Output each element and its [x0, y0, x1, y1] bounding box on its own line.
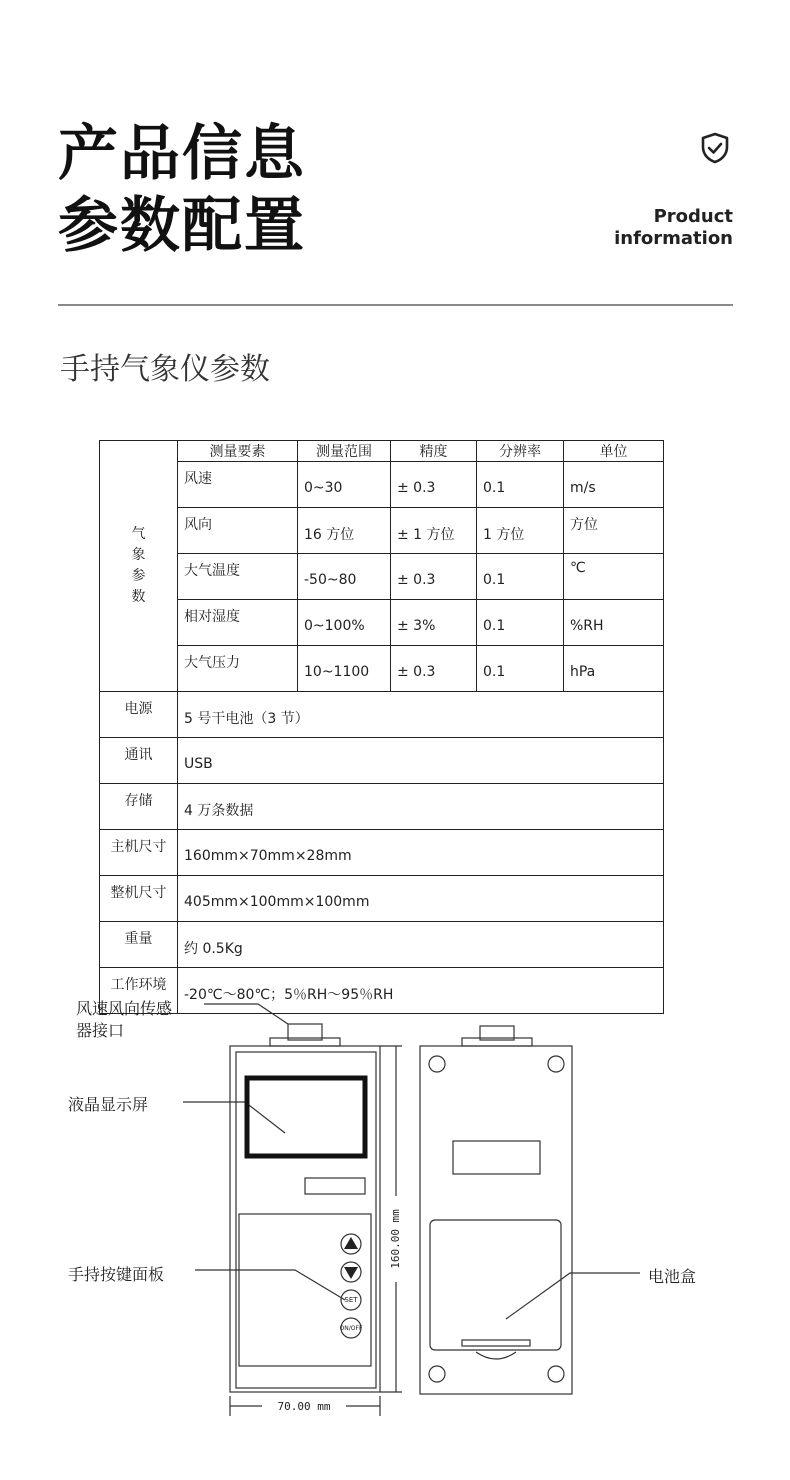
group-label-cell [100, 441, 178, 692]
cell-accuracy: ± 0.3 [391, 646, 477, 692]
cell-accuracy: ± 0.3 [391, 554, 477, 600]
back-view [420, 1026, 572, 1394]
header-range: 测量范围 [298, 441, 391, 462]
spec-value: USB [178, 738, 664, 784]
shield-check-icon [700, 132, 730, 164]
spec-label: 工作环境 [100, 968, 178, 1014]
spec-label: 电源 [100, 692, 178, 738]
spec-value: 405mm×100mm×100mm [178, 876, 664, 922]
height-dimension-label: 160.00 mm [389, 1209, 402, 1269]
spec-value: 约 0.5Kg [178, 922, 664, 968]
page-title [58, 118, 306, 262]
cell-element: 相对湿度 [178, 600, 298, 646]
section-title: 手持气象仪参数 [60, 352, 270, 387]
english-line-2: information [614, 228, 733, 249]
divider [58, 304, 733, 306]
cell-range: -50~80 [298, 554, 391, 600]
group-label-char: 数 [131, 589, 146, 605]
cell-resolution: 0.1 [477, 600, 564, 646]
leader-sensor [204, 1004, 288, 1024]
table-row [100, 508, 664, 554]
spec-row [100, 784, 664, 830]
spec-label: 存储 [100, 784, 178, 830]
cell-accuracy: ± 3% [391, 600, 477, 646]
table-row [100, 600, 664, 646]
label-keypad: 手持按键面板 [68, 1265, 165, 1284]
spec-label: 主机尺寸 [100, 830, 178, 876]
cell-unit: 方位 [564, 508, 664, 554]
group-label-char: 气 [131, 526, 146, 542]
leader-lcd [183, 1102, 285, 1133]
spec-row [100, 738, 664, 784]
cell-unit: ℃ [564, 554, 664, 600]
cell-resolution: 1 方位 [477, 508, 564, 554]
table-row [100, 462, 664, 508]
header-element: 测量要素 [178, 441, 298, 462]
cell-resolution: 0.1 [477, 646, 564, 692]
spec-table [99, 440, 664, 1014]
header-accuracy: 精度 [391, 441, 477, 462]
spec-row [100, 830, 664, 876]
spec-row [100, 922, 664, 968]
group-label-char: 参 [131, 568, 146, 584]
cell-accuracy: ± 0.3 [391, 462, 477, 508]
label-lcd: 液晶显示屏 [68, 1095, 149, 1114]
battery-compartment [430, 1220, 561, 1350]
onoff-button-label: ON/OFF [339, 1325, 363, 1332]
leader-keypad [195, 1270, 345, 1300]
spec-value: -20℃～80℃；5％RH～95％RH [178, 968, 664, 1014]
spec-row [100, 692, 664, 738]
spec-value: 4 万条数据 [178, 784, 664, 830]
label-battery-box: 电池盒 [648, 1267, 697, 1286]
header-unit: 单位 [564, 441, 664, 462]
cell-resolution: 0.1 [477, 462, 564, 508]
leader-battery [506, 1273, 640, 1319]
cell-accuracy: ± 1 方位 [391, 508, 477, 554]
cell-range: 10~1100 [298, 646, 391, 692]
arrow-up-icon [344, 1237, 358, 1249]
cell-unit: %RH [564, 600, 664, 646]
title-line-2: 参数配置 [58, 191, 306, 261]
spec-row [100, 876, 664, 922]
width-dimension-label: 70.00 mm [277, 1400, 331, 1413]
spec-value: 5 号干电池（3 节） [178, 692, 664, 738]
label-sensor-port-line-1: 风速风向传感 [76, 999, 173, 1018]
cell-range: 0~100% [298, 600, 391, 646]
cell-range: 0~30 [298, 462, 391, 508]
cell-element: 大气温度 [178, 554, 298, 600]
cell-resolution: 0.1 [477, 554, 564, 600]
title-line-1: 产品信息 [58, 119, 306, 189]
cell-element: 风向 [178, 508, 298, 554]
cell-element: 风速 [178, 462, 298, 508]
table-row [100, 554, 664, 600]
spec-label: 重量 [100, 922, 178, 968]
cell-unit: m/s [564, 462, 664, 508]
english-line-1: Product [653, 206, 733, 227]
cell-range: 16 方位 [298, 508, 391, 554]
spec-value: 160mm×70mm×28mm [178, 830, 664, 876]
device-diagram [0, 980, 790, 1430]
header-resolution: 分辨率 [477, 441, 564, 462]
label-sensor-port-line-2: 器接口 [76, 1021, 125, 1040]
spec-label: 通讯 [100, 738, 178, 784]
arrow-down-icon [344, 1267, 358, 1279]
cell-element: 大气压力 [178, 646, 298, 692]
table-header-row [100, 441, 664, 462]
spec-label: 整机尺寸 [100, 876, 178, 922]
group-label-char: 象 [131, 547, 146, 563]
table-row [100, 646, 664, 692]
front-view [230, 1024, 380, 1392]
cell-unit: hPa [564, 646, 664, 692]
english-subtitle [614, 206, 733, 250]
set-button-label: SET [344, 1296, 358, 1304]
